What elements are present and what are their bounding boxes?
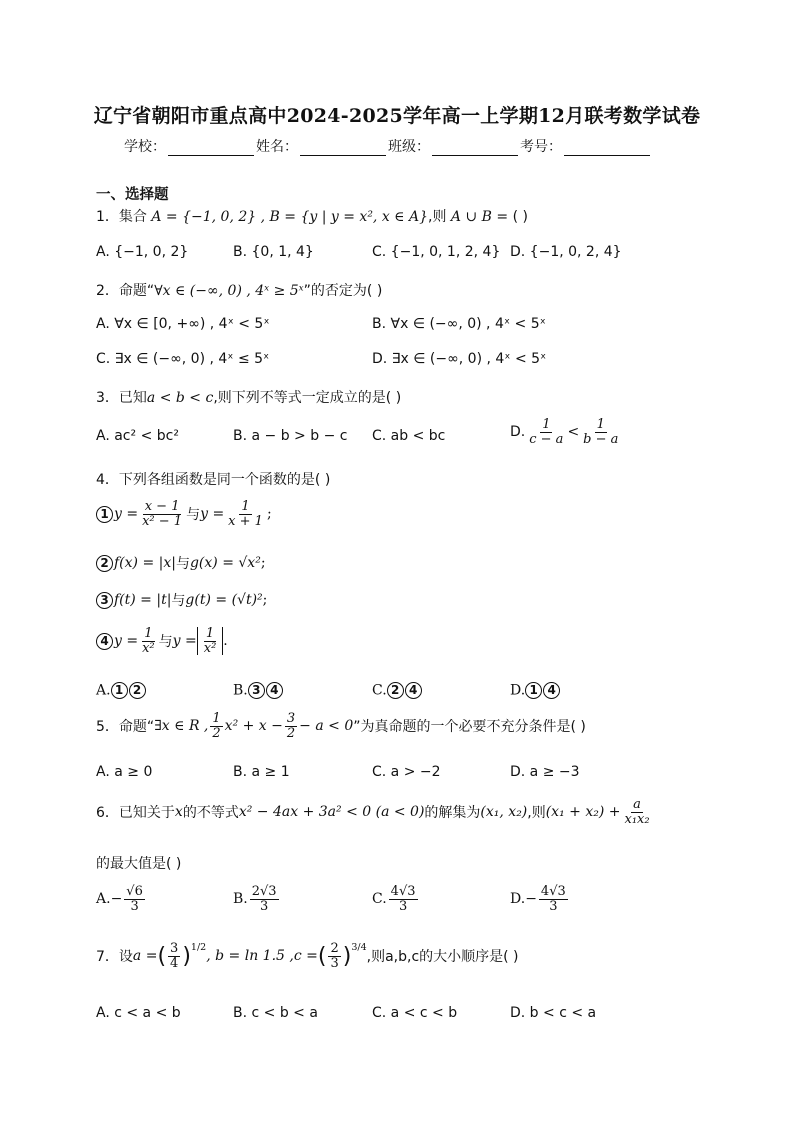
- q3-option-a[interactable]: A. ac² < bc²: [96, 428, 179, 444]
- question-6-stem-line-2: 的最大值是( ): [96, 856, 182, 872]
- q7-option-b[interactable]: B. c < b < a: [233, 1005, 318, 1021]
- q3-option-b[interactable]: B. a − b > b − c: [233, 428, 348, 444]
- question-1-stem: 1．集合 A = {−1, 0, 2} , B = {y | y = x², x ∈ A},则 A ∪ B = ( ): [96, 209, 528, 225]
- q6-option-a[interactable]: A. − $\frac{√6}{3}$: [96, 884, 143, 914]
- q4-item-3: 3 f(t) = |t| 与 g(t) = (√t)² ;: [96, 590, 267, 610]
- circled-number: 3: [96, 592, 113, 609]
- q4-option-b[interactable]: B. 3 4: [233, 682, 284, 699]
- school-blank[interactable]: [168, 141, 254, 156]
- q4-option-c[interactable]: C. 2 4: [372, 682, 423, 699]
- q3-option-c[interactable]: C. ab < bc: [372, 428, 446, 444]
- q1-option-b[interactable]: B. {0, 1, 4}: [233, 244, 314, 260]
- q1-option-c[interactable]: C. {−1, 0, 1, 2, 4}: [372, 244, 501, 260]
- q7-option-a[interactable]: A. c < a < b: [96, 1005, 181, 1021]
- q5-option-a[interactable]: A. a ≥ 0: [96, 764, 153, 780]
- section-heading: 一、选择题: [96, 187, 169, 203]
- q2-option-d[interactable]: D. ∃x ∈ (−∞, 0) , 4ˣ < 5ˣ: [372, 351, 547, 367]
- question-2-stem: 2．命题“∀x ∈ (−∞, 0) , 4ˣ ≥ 5ˣ”的否定为( ): [96, 283, 383, 299]
- q4-item-4: 4 y = $\frac{1}{\text{x²}}$ 与 y = $\frac{1}{\text{x²}}$ .: [96, 627, 228, 655]
- number-label: 考号：: [520, 139, 562, 155]
- question-5-stem: 5． 命题“ ∃x ∈ R , $\frac{1}{2}$ x² + x − $\frac{3}{2}$ − a < 0 ”为真命题的一个必要不充分条件是( ): [96, 711, 586, 741]
- name-blank[interactable]: [300, 141, 386, 156]
- q7-option-c[interactable]: C. a < c < b: [372, 1005, 458, 1021]
- q7-option-d[interactable]: D. b < c < a: [510, 1005, 597, 1021]
- q4-option-d[interactable]: D. 1 4: [510, 682, 561, 699]
- class-label: 班级：: [388, 139, 430, 155]
- question-3-stem: 3．已知a < b < c,则下列不等式一定成立的是( ): [96, 390, 402, 406]
- q4-option-a[interactable]: A. 1 2: [96, 682, 147, 699]
- q6-option-c[interactable]: C. $\frac{4√3}{3}$: [372, 884, 416, 914]
- q4-item-1: 1 y = $\frac{x - 1}{\text{x² − 1}}$ 与 y = $\frac{1}{x + 1}$ ;: [96, 500, 272, 528]
- q2-option-a[interactable]: A. ∀x ∈ [0, +∞) , 4ˣ < 5ˣ: [96, 316, 270, 332]
- q1-option-d[interactable]: D. {−1, 0, 2, 4}: [510, 244, 622, 260]
- q3-d-fraction-left: $\frac{1}{c - a}$: [529, 417, 564, 447]
- q3-option-d[interactable]: D. $\frac{1}{c - a}$ < $\frac{1}{b - a}$: [510, 417, 619, 447]
- q1-option-a[interactable]: A. {−1, 0, 2}: [96, 244, 189, 260]
- question-7-stem: 7． 设 a = ( $\frac{3}{4}$ ) $^{1/2}$ , b = ln 1.5 , c = ( $\frac{2}{3}$ ) $^{3/4}$ ,则a,b,c的大小顺序是( ): [96, 941, 519, 971]
- q6-option-d[interactable]: D. − $\frac{4√3}{3}$: [510, 884, 566, 914]
- number-blank[interactable]: [564, 141, 650, 156]
- school-label: 学校：: [124, 139, 166, 155]
- q2-option-b[interactable]: B. ∀x ∈ (−∞, 0) , 4ˣ < 5ˣ: [372, 316, 546, 332]
- q2-option-c[interactable]: C. ∃x ∈ (−∞, 0) , 4ˣ ≤ 5ˣ: [96, 351, 270, 367]
- circled-number: 1: [96, 506, 113, 523]
- q6-option-b[interactable]: B. $\frac{2√3}{3}$: [233, 884, 277, 914]
- q3-d-fraction-right: $\frac{1}{b - a}$: [583, 417, 619, 447]
- name-label: 姓名：: [256, 139, 298, 155]
- circled-number: 4: [96, 633, 113, 650]
- question-4-stem: 4．下列各组函数是同一个函数的是( ): [96, 472, 331, 488]
- q5-option-c[interactable]: C. a > −2: [372, 764, 441, 780]
- page-title: 辽宁省朝阳市重点高中2024-2025学年高一上学期12月联考数学试卷: [93, 105, 701, 127]
- q4-item-2: 2 f(x) = |x| 与 g(x) = √x² ;: [96, 553, 266, 573]
- q5-option-d[interactable]: D. a ≥ −3: [510, 764, 580, 780]
- question-6-stem: 6． 已知关于 x 的不等式 x² − 4ax + 3a² < 0 (a < 0) 的解集为 (x₁, x₂) ,则 (x₁ + x₂) + $\frac{a}{\text{x₁x₂}}$: [96, 797, 650, 827]
- circled-number: 2: [96, 555, 113, 572]
- class-blank[interactable]: [432, 141, 518, 156]
- q5-option-b[interactable]: B. a ≥ 1: [233, 764, 290, 780]
- student-info-line: [124, 136, 652, 156]
